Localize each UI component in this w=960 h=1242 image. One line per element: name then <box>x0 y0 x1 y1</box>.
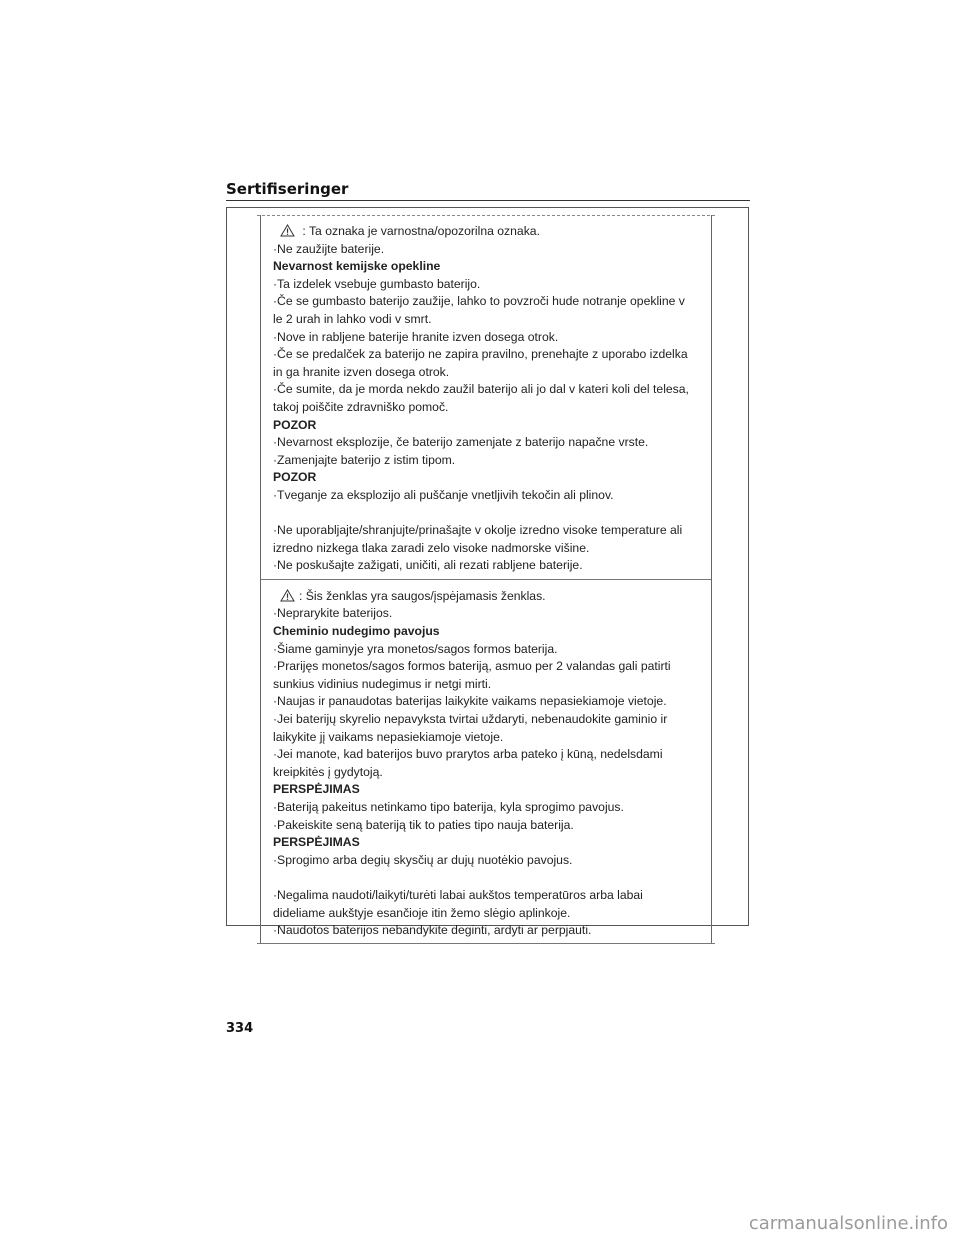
line-text: ·Pakeiskite seną bateriją tik to paties tipo nauja baterija. <box>273 817 574 832</box>
warning-cell-lithuanian <box>261 579 711 944</box>
warning-triangle-icon <box>280 589 295 602</box>
line-text: ·Ne uporabljajte/shranjujte/prinašajte v okolje izredno visoke temperature ali <box>273 523 683 538</box>
line-text: ·Nove in rabljene baterije hranite izven dosega otrok. <box>273 329 559 344</box>
text-line <box>273 346 711 364</box>
section-heading <box>273 781 711 799</box>
line-text: ·Ne zaužijte baterije. <box>273 241 385 256</box>
text-line <box>273 557 711 575</box>
text-line <box>273 434 711 452</box>
line-text: : Šis ženklas yra saugos/įspėjamasis ženklas. <box>299 588 546 603</box>
line-text: ·Neprarykite baterijos. <box>273 606 393 621</box>
line-text: ·Če se predalček za baterijo ne zapira pravilno, prenehajte z uporabo izdelka <box>273 347 688 362</box>
text-line <box>273 311 711 329</box>
text-line <box>273 817 711 835</box>
line-text: POZOR <box>273 417 317 432</box>
line-text: izredno nizkega tlaka zaradi zelo visoke nadmorske višine. <box>273 540 590 555</box>
line-text: in ga hranite izven dosega otrok. <box>273 364 450 379</box>
text-line <box>273 540 711 558</box>
text-line <box>273 381 711 399</box>
line-text: ·Naudotos baterijos nebandykite deginti, ardyti ar perpjauti. <box>273 923 592 938</box>
warning-cell-slovenian <box>261 215 711 579</box>
text-line <box>273 641 711 659</box>
text-line <box>273 852 711 870</box>
text-line <box>273 329 711 347</box>
section-heading <box>273 623 711 641</box>
text-line <box>273 276 711 294</box>
line-text: ·Negalima naudoti/laikyti/turėti labai aukštos temperatūros arba labai <box>273 887 643 902</box>
section-heading <box>273 258 711 276</box>
line-text: dideliame aukštyje esančioje itin žemo slėgio aplinkoje. <box>273 905 571 920</box>
line-text: ·Šiame gaminyje yra monetos/sagos formos baterija. <box>273 641 558 656</box>
line-text: : Ta oznaka je varnostna/opozorilna oznaka. <box>299 224 540 238</box>
page-header-title: Sertifiseringer <box>226 180 349 198</box>
text-line <box>273 522 711 540</box>
line-text: ·Če sumite, da je morda nekdo zaužil baterijo ali jo dal v kateri koli del telesa, <box>273 382 689 397</box>
watermark: carmanualsonline.info <box>748 1213 948 1234</box>
header-divider <box>226 200 750 201</box>
text-line <box>273 364 711 382</box>
section-heading <box>273 417 711 435</box>
section-heading <box>273 834 711 852</box>
warning-triangle-icon <box>280 224 295 237</box>
line-text: le 2 urah in lahko vodi v smrt. <box>273 311 432 326</box>
text-line <box>273 746 711 764</box>
line-text: laikykite jį vaikams nepasiekiamoje vietoje. <box>273 729 504 744</box>
text-line <box>273 487 711 505</box>
line-text: ·Naujas ir panaudotas baterijas laikykite vaikams nepasiekiamoje vietoje. <box>273 694 667 709</box>
line-text: ·Ta izdelek vsebuje gumbasto baterijo. <box>273 276 481 291</box>
text-line <box>273 658 711 676</box>
line-text: ·Ne poskušajte zažigati, uničiti, ali rezati rabljene baterije. <box>273 558 583 573</box>
line-text: Nevarnost kemijske opekline <box>273 259 441 274</box>
text-line <box>273 905 711 923</box>
line-text: PERSPĖJIMAS <box>273 782 360 797</box>
text-line <box>273 676 711 694</box>
line-text: ·Nevarnost eksplozije, če baterijo zamenjate z baterijo napačne vrste. <box>273 435 649 450</box>
text-line <box>273 223 711 241</box>
line-text: POZOR <box>273 470 317 485</box>
text-line <box>273 693 711 711</box>
section-heading <box>273 469 711 487</box>
line-text: Cheminio nudegimo pavojus <box>273 624 440 639</box>
line-text: ·Jei baterijų skyrelio nepavyksta tvirtai uždaryti, nebenaudokite gaminio ir <box>273 712 668 727</box>
line-text: ·Zamenjajte baterijo z istim tipom. <box>273 452 456 467</box>
text-line <box>273 922 711 940</box>
text-line <box>273 799 711 817</box>
text-line <box>273 729 711 747</box>
line-text: kreipkitės į gydytoją. <box>273 764 383 779</box>
line-text: ·Jei manote, kad baterijos buvo prarytos arba pateko į kūną, nedelsdami <box>273 747 663 762</box>
text-line <box>273 399 711 417</box>
text-line <box>273 605 711 623</box>
line-text: ·Tveganje za eksplozijo ali puščanje vnetljivih tekočin ali plinov. <box>273 487 614 502</box>
text-line <box>273 588 711 606</box>
text-line <box>273 452 711 470</box>
line-text: ·Sprogimo arba degių skysčių ar dujų nuotėkio pavojus. <box>273 852 573 867</box>
warning-table <box>260 215 712 944</box>
text-line <box>273 293 711 311</box>
line-text: ·Bateriją pakeitus netinkamo tipo baterija, kyla sprogimo pavojus. <box>273 800 624 814</box>
text-line <box>273 764 711 782</box>
text-line <box>273 241 711 259</box>
line-text: PERSPĖJIMAS <box>273 835 360 850</box>
text-line <box>273 711 711 729</box>
line-text: takoj poiščite zdravniško pomoč. <box>273 399 449 414</box>
text-line <box>273 887 711 905</box>
line-text: ·Prarijęs monetos/sagos formos bateriją, asmuo per 2 valandas gali patirti <box>273 659 671 674</box>
line-text: sunkius vidinius nudegimus ir netgi mirti. <box>273 676 492 691</box>
page-number: 334 <box>226 1021 254 1036</box>
line-text: ·Če se gumbasto baterijo zaužije, lahko to povzroči hude notranje opekline v <box>273 294 685 309</box>
